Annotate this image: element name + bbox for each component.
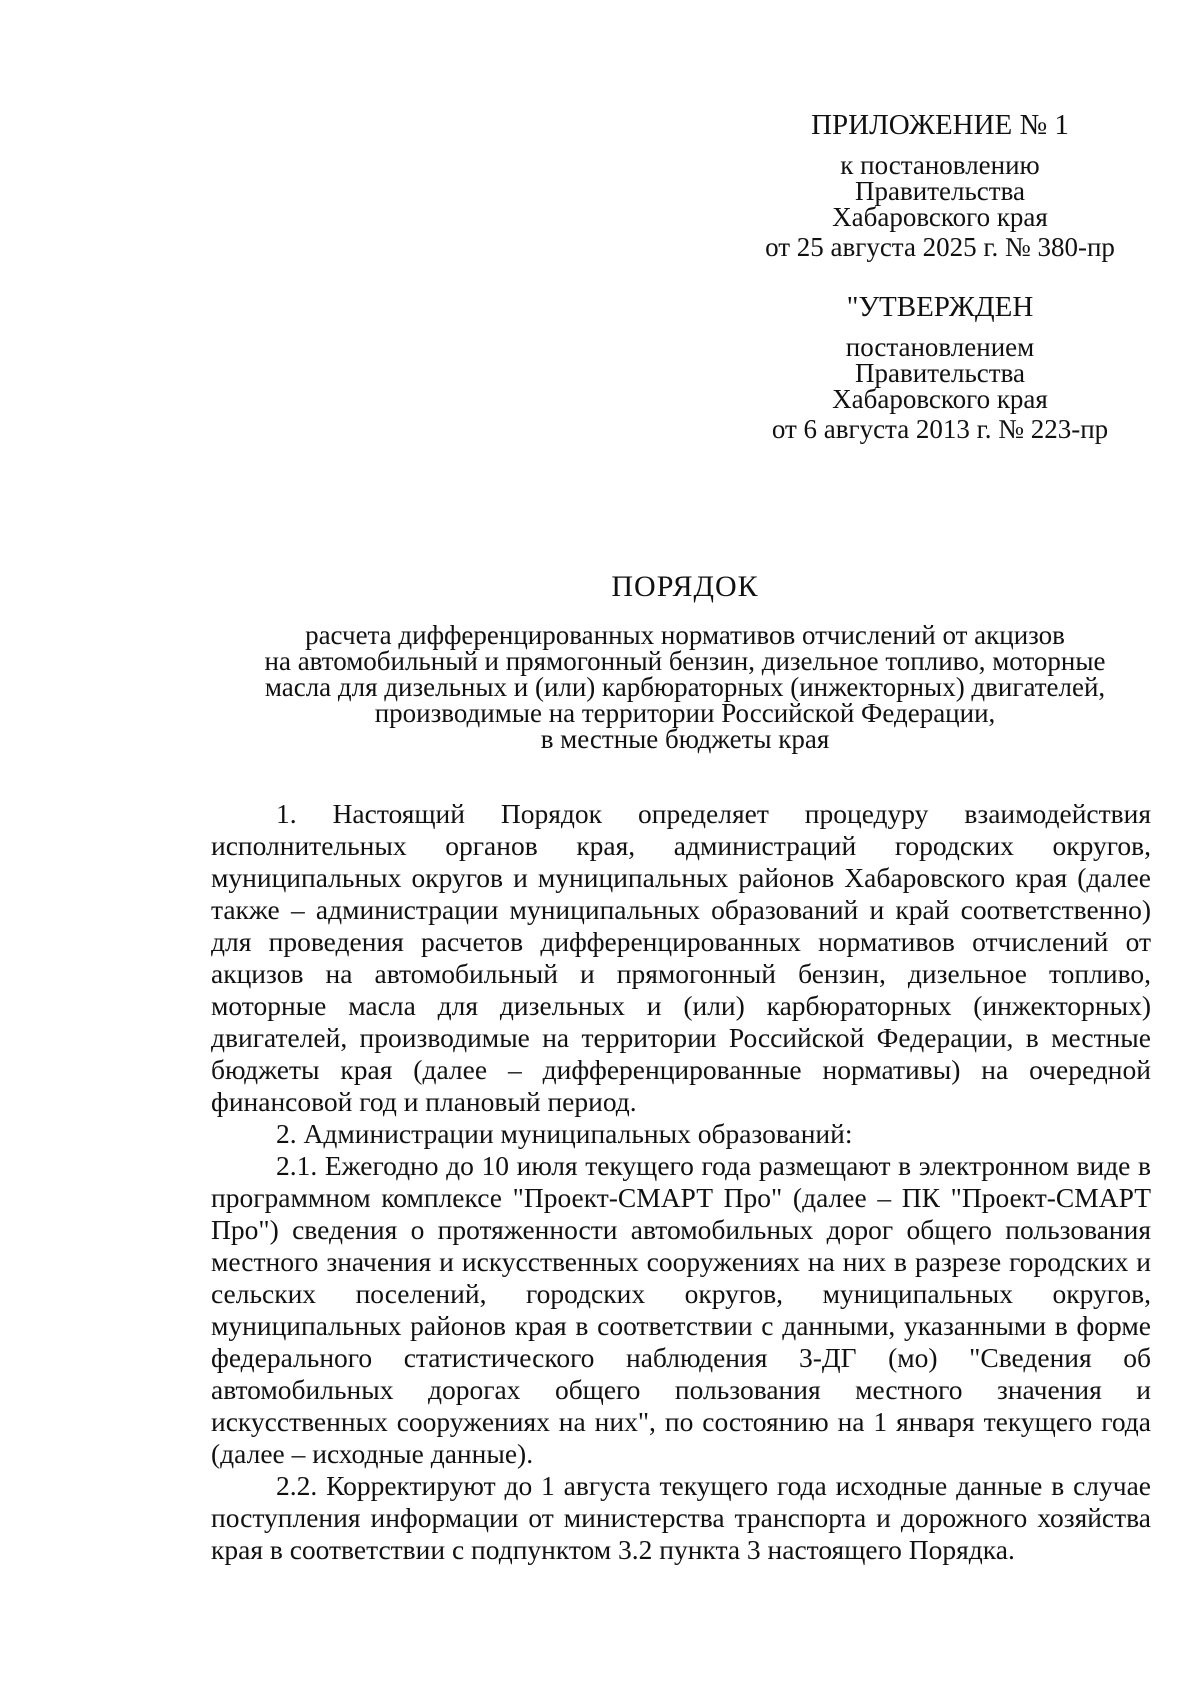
- approved-by-line: постановлением: [845, 332, 1035, 362]
- appendix-date: от 25 августа 2025 г. № 380-пр: [765, 232, 1115, 262]
- subtitle-line: в местные бюджеты края: [540, 724, 830, 754]
- approved-date: от 6 августа 2013 г. № 223-пр: [771, 414, 1109, 444]
- approved-by-line: Хабаровского края: [832, 384, 1048, 414]
- appendix-to-line: Правительства: [855, 176, 1025, 206]
- appendix-to-block: [740, 152, 1140, 230]
- subtitle-line: на автомобильный и прямогонный бензин, дизельное топливо, моторные: [264, 646, 1106, 676]
- body-paragraph: 1. Настоящий Порядок определяет процедуру взаимодействия исполнительных органов края, администраций городских округов, муниципальных округов и муниципальных районов Хабаровского края (далее также – администрации муниципальных образований и край соответственно) для проведения расчетов дифференцированных нормативов отчислений от акцизов на автомобильный и прямогонный бензин, дизельное топливо, моторные масла для дизельных и (или) карбюраторных (инжекторных) двигателей, производимые на территории Российской Федерации, в местные бюджеты края (далее – дифференцированные нормативы) на очередной финансовой год и плановый период.: [211, 798, 1151, 1117]
- body-paragraph: 2.1. Ежегодно до 10 июля текущего года размещают в электронном виде в программном комплексе "Проект-СМАРТ Про" (далее – ПК "Проект-СМАРТ Про") сведения о протяженности автомобильных дорог общего пользования местного значения и искусственных сооружениях на них в разрезе городских и сельских поселений, городских округов, муниципальных округов, муниципальных районов края в соответствии с данными, указанными в форме федерального статистического наблюдения 3-ДГ (мо) "Сведения об автомобильных дорогах общего пользования местного значения и искусственных сооружениях на них", по состоянию на 1 января текущего года (далее – исходные данные).: [211, 1150, 1151, 1469]
- appendix-to-line: к постановлению: [840, 150, 1040, 180]
- body-paragraph: 2.2. Корректируют до 1 августа текущего года исходные данные в случае поступления информации от министерства транспорта и дорожного хозяйства края в соответствии с подпунктом 3.2 пункта 3 настоящего Порядка.: [211, 1470, 1151, 1565]
- approved-by-line: Правительства: [855, 358, 1025, 388]
- approved-title: "УТВЕРЖДЕН: [846, 291, 1034, 323]
- document-subtitle: [160, 622, 1200, 752]
- appendix-header: [740, 109, 1140, 141]
- body-paragraph: 2. Администрации муниципальных образований:: [276, 1118, 853, 1149]
- approved-header: [740, 291, 1140, 323]
- document-title: ПОРЯДОК: [611, 570, 759, 603]
- subtitle-line: расчета дифференцированных нормативов отчислений от акцизов: [305, 620, 1065, 650]
- approved-by-block: [740, 334, 1140, 412]
- subtitle-line: производимые на территории Российской Федерации,: [374, 698, 996, 728]
- appendix-to-line: Хабаровского края: [832, 202, 1048, 232]
- appendix-date-block: [740, 234, 1140, 260]
- document-title-block: [160, 570, 1200, 752]
- approved-date-block: [740, 416, 1140, 442]
- document-body: [211, 798, 1151, 1566]
- subtitle-line: масла для дизельных и (или) карбюраторных (инжекторных) двигателей,: [264, 672, 1106, 702]
- appendix-title: ПРИЛОЖЕНИЕ № 1: [811, 109, 1069, 141]
